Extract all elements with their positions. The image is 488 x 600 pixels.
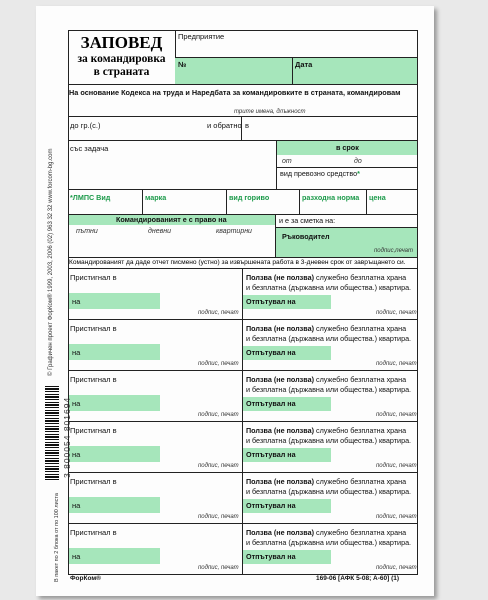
use-text: Ползва (не ползва) служебно безплатна храна	[246, 528, 407, 537]
task-label: със задача	[70, 144, 109, 153]
transport-label: вид превозно средство*	[280, 169, 360, 178]
on-label: на	[72, 348, 81, 357]
signature-hint: подпис, печат	[376, 463, 417, 469]
report-text: Командированият да даде отчет писмено (устно) за извършената работа в 3-дневен срок от завръщането си.	[69, 259, 406, 266]
use-text: Ползва (не ползва) служебно безплатна храна	[246, 273, 407, 282]
lodging-label: квартирни	[216, 228, 252, 235]
travel-label: пътни	[76, 228, 98, 235]
departed-label: Отпътувал на	[246, 450, 296, 459]
departed-label: Отпътувал на	[246, 501, 296, 510]
departed-label: Отпътувал на	[246, 399, 296, 408]
signature-hint: подпис, печат	[198, 310, 239, 316]
page-subtitle-1: за командировка	[77, 53, 166, 65]
departed-label: Отпътувал на	[246, 552, 296, 561]
departed-label: Отпътувал на	[246, 297, 296, 306]
arrived-label: Пристигнал в	[70, 324, 117, 333]
price-label: цена	[369, 193, 386, 202]
arrived-label: Пристигнал в	[70, 477, 117, 486]
arrived-on-field[interactable]	[68, 446, 160, 462]
arrived-label: Пристигнал в	[70, 273, 117, 282]
allowances-title: Командированият е с право на	[116, 215, 227, 224]
fuel-label: вид гориво	[229, 193, 270, 202]
enterprise-label: Предприятие	[178, 32, 225, 41]
from-label: от	[282, 158, 292, 165]
arrived-label: Пристигнал в	[70, 528, 117, 537]
footer-code: 169-06 [АФК 5-08; А-60] (1)	[316, 575, 400, 582]
barcode-image	[45, 386, 59, 481]
manager-label: Ръководител	[282, 232, 330, 241]
arrived-on-field[interactable]	[68, 497, 160, 513]
arrived-on-field[interactable]	[68, 395, 160, 411]
on-label: на	[72, 297, 81, 306]
manager-signature-hint: подпис,печат	[374, 248, 414, 254]
page-title: ЗАПОВЕД	[80, 33, 163, 52]
copyright-text: © Графичен проект ФорКом® 1999, 2003, 2006 (02) 963 32 32 www.forcom-bg.com	[48, 148, 54, 376]
use-text-line2: и безплатна (държавна или общества.) квартира.	[246, 487, 412, 496]
barcode-digits: 3 800054 801694	[62, 396, 72, 478]
document-page	[36, 6, 434, 596]
signature-hint: подпис, печат	[198, 463, 239, 469]
to-label: до	[354, 158, 362, 165]
on-label: на	[72, 552, 81, 561]
expense-label: и е за сметка на:	[279, 216, 336, 225]
use-text: Ползва (не ползва) служебно безплатна храна	[246, 426, 407, 435]
departed-label: Отпътувал на	[246, 348, 296, 357]
daily-label: дневни	[148, 228, 172, 235]
use-text-line2: и безплатна (държавна или общества.) квартира.	[246, 436, 412, 445]
footer-brand: ФорКом®	[70, 575, 101, 582]
names-hint: трите имена, длъжност	[234, 109, 306, 115]
signature-hint: подпис, печат	[376, 565, 417, 571]
signature-hint: подпис, печат	[198, 412, 239, 418]
brand-label: марка	[145, 193, 167, 202]
on-label: на	[72, 501, 81, 510]
arrived-label: Пристигнал в	[70, 375, 117, 384]
arrived-on-field[interactable]	[68, 548, 160, 564]
use-text: Ползва (не ползва) служебно безплатна храна	[246, 477, 407, 486]
on-label: на	[72, 450, 81, 459]
signature-hint: подпис, печат	[376, 412, 417, 418]
signature-hint: подпис, печат	[198, 514, 239, 520]
on-label: на	[72, 399, 81, 408]
in-label: в	[245, 121, 249, 130]
use-text-line2: и безплатна (държавна или общества.) квартира.	[246, 283, 412, 292]
signature-hint: подпис, печат	[198, 361, 239, 367]
to-city-label: до гр.(с.)	[70, 121, 101, 130]
basis-text: На основание Кодекса на труда и Наредбата за командировките в страната, командировам	[69, 88, 401, 97]
signature-hint: подпис, печат	[376, 310, 417, 316]
pack-info: В пакет по 2 блока от по 100 листа	[54, 493, 60, 582]
use-text-line2: и безплатна (държавна или общества.) квартира.	[246, 334, 412, 343]
lmps-label: *ЛМПС Вид	[70, 193, 111, 202]
date-label: Дата	[295, 60, 313, 69]
signature-hint: подпис, печат	[376, 361, 417, 367]
term-label: в срок	[336, 143, 359, 152]
signature-hint: подпис, печат	[198, 565, 239, 571]
page-subtitle-2: в страната	[93, 66, 150, 78]
number-label: №	[178, 60, 187, 69]
signature-hint: подпис, печат	[376, 514, 417, 520]
arrived-on-field[interactable]	[68, 293, 160, 309]
arrived-label: Пристигнал в	[70, 426, 117, 435]
use-text-line2: и безплатна (държавна или общества.) квартира.	[246, 385, 412, 394]
arrived-on-field[interactable]	[68, 344, 160, 360]
use-text: Ползва (не ползва) служебно безплатна храна	[246, 375, 407, 384]
use-text-line2: и безплатна (държавна или общества.) квартира.	[246, 538, 412, 547]
and-back-label: и обратно	[207, 121, 242, 130]
number-field[interactable]	[175, 58, 292, 85]
use-text: Ползва (не ползва) служебно безплатна храна	[246, 324, 407, 333]
consumption-label: разходна норма	[302, 193, 360, 202]
